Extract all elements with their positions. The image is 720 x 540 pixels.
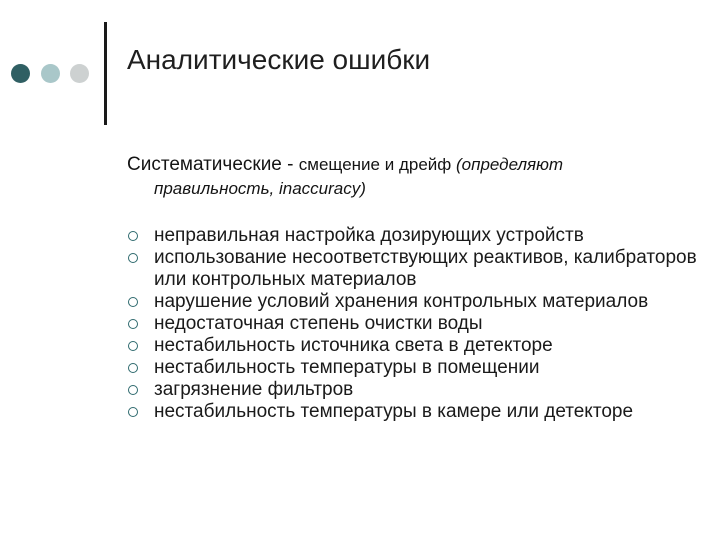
list-item [127, 379, 707, 401]
decor-dot-light [41, 64, 60, 83]
list-item [127, 247, 707, 291]
bullet-ring-icon [128, 407, 138, 417]
subheading-line-1 [127, 153, 687, 177]
bullet-ring-icon [128, 385, 138, 395]
list-item-text: неправильная настройка дозирующих устройств [154, 225, 584, 246]
bullet-ring-icon [128, 363, 138, 373]
bullet-ring-icon [128, 231, 138, 241]
list-item-text: нестабильность температуры в помещении [154, 357, 540, 378]
decor-dot-grey [70, 64, 89, 83]
subheading [127, 153, 687, 201]
bullet-ring-icon [128, 297, 138, 307]
list-item [127, 357, 707, 379]
bullet-list [127, 225, 707, 423]
title-divider [104, 22, 107, 125]
bullet-ring-icon [128, 319, 138, 329]
subheading-rest: смещение и дрейф [298, 155, 456, 174]
list-item-text: загрязнение фильтров [154, 379, 354, 400]
list-item-text: недостаточная степень очистки воды [154, 313, 483, 334]
bullet-ring-icon [128, 341, 138, 351]
list-item [127, 313, 707, 335]
list-item [127, 335, 707, 357]
list-item [127, 225, 707, 247]
list-item-text: нарушение условий хранения контрольных материалов [154, 291, 649, 312]
list-item-text: нестабильность источника света в детекторе [154, 335, 553, 356]
list-item-text: нестабильность температуры в камере или детекторе [154, 401, 634, 422]
list-item [127, 401, 707, 423]
list-item [127, 291, 707, 313]
subheading-main: Систематические - [127, 154, 299, 175]
slide-title: Аналитические ошибки [127, 44, 431, 75]
decor-dot-dark [11, 64, 30, 83]
bullet-ring-icon [128, 253, 138, 263]
subheading-note-line1: (определяют [455, 155, 564, 174]
list-item-text: использование несоответствующих реактивов, калибраторов или контрольных материалов [154, 247, 697, 290]
subheading-note-line2: правильность, inaccuracy) [154, 179, 366, 198]
